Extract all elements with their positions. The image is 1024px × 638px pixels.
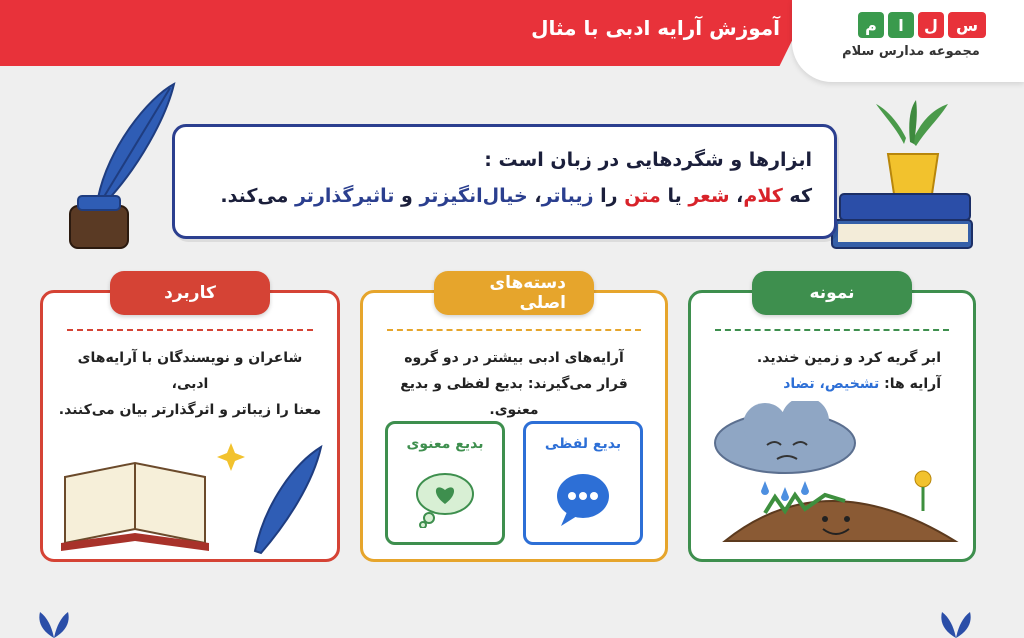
divider <box>67 329 313 331</box>
open-book-feather-illustration <box>55 433 327 557</box>
books-plant-illustration <box>826 98 986 258</box>
logo-subtitle: مجموعه مدارس سلام <box>842 44 980 59</box>
example-figures <box>705 371 941 397</box>
thought-heart-icon <box>413 468 477 528</box>
categories-text <box>377 345 651 423</box>
example-card <box>688 283 976 562</box>
intro-text: می‌کند. <box>220 185 295 207</box>
intro-highlight: زیباتر <box>541 185 594 207</box>
inkwell-feather-illustration <box>58 78 178 256</box>
intro-line-2 <box>195 185 812 207</box>
logo-letters <box>858 12 986 38</box>
usage-card <box>40 283 340 562</box>
leaf-icon <box>936 608 976 638</box>
divider <box>387 329 641 331</box>
example-card-title: نمونه <box>752 271 912 315</box>
intro-text: که <box>782 185 812 207</box>
intro-highlight: متن <box>624 185 661 207</box>
intro-highlight: کلام <box>743 185 783 207</box>
page-title: آموزش آرایه ادبی با مثال <box>531 16 780 40</box>
usage-text <box>57 345 323 423</box>
logo-letter: م <box>858 12 884 38</box>
semantic-figures-label: بدیع معنوی <box>406 436 484 452</box>
categories-card-title: دسته‌های اصلی <box>434 271 594 315</box>
intro-text: و <box>394 185 420 207</box>
verbal-figures-label: بدیع لفظی <box>544 436 622 452</box>
intro-highlight: شعر <box>688 185 730 207</box>
categories-line-2: قرار می‌گیرند: بدیع لفظی و بدیع معنوی. <box>400 376 628 418</box>
example-sentence: ابر گریه کرد و زمین خندید. <box>756 350 941 366</box>
intro-line-1: ابزارها و شگردهایی در زبان است : <box>484 149 812 171</box>
usage-line-1: شاعران و نویسندگان با آرایه‌های ادبی، <box>77 350 303 392</box>
logo[interactable] <box>792 0 1024 82</box>
intro-text: ، <box>729 185 744 207</box>
logo-letter: ا <box>888 12 914 38</box>
intro-text: یا <box>660 185 689 207</box>
divider <box>715 329 949 331</box>
intro-highlight: خیال‌انگیزتر <box>419 185 528 207</box>
intro-text: ، <box>527 185 542 207</box>
logo-letter: س <box>948 12 986 38</box>
categories-card <box>360 273 668 562</box>
usage-line-2: معنا را زیباتر و اثرگذارتر بیان می‌کنند. <box>58 402 322 418</box>
intro-box <box>172 124 837 239</box>
verbal-figures-box <box>523 421 643 545</box>
intro-highlight: تاثیرگذارتر <box>294 185 395 207</box>
example-figures-label: آرایه ها: <box>879 376 941 392</box>
usage-card-title: کاربرد <box>110 271 270 315</box>
logo-letter: ل <box>918 12 944 38</box>
categories-line-1: آرایه‌های ادبی بیشتر در دو گروه <box>404 350 624 366</box>
intro-text: را <box>593 185 625 207</box>
crying-cloud-smiling-earth-illustration <box>705 401 961 551</box>
semantic-figures-box <box>385 421 505 545</box>
speech-bubble-icon <box>553 468 613 528</box>
example-text <box>705 345 959 397</box>
leaf-icon <box>34 608 74 638</box>
example-figures-value: تشخیص، تضاد <box>783 376 880 392</box>
